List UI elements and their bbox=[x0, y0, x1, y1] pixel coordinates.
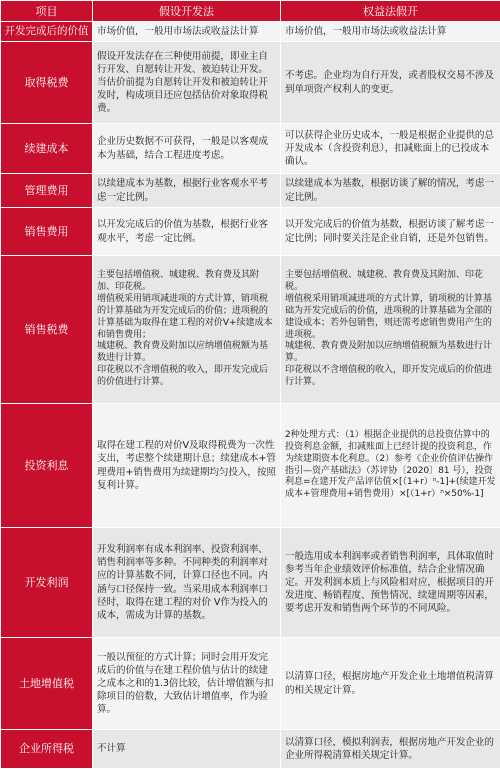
cell-text: 一般选用成本利润率或者销售利润率，具体取值时参考当年企业绩效评价标准值，结合企业情况确定。开发利润本质上与风险相对应，根据项目的开发进度、畅销程度、预售情况、续建周期等因素，要考虑开发和销售两个环节的不同风险。 bbox=[285, 550, 496, 615]
residual-cell bbox=[281, 256, 500, 404]
header-hypothetical-method: 假设开发法 bbox=[93, 1, 281, 22]
row-label: 投资利息 bbox=[1, 404, 93, 528]
hypothetical-cell bbox=[93, 256, 281, 404]
table-row bbox=[1, 22, 500, 42]
cell-text: 印花税以不含增值税的收入，即开发完成后的价值进行计算。 bbox=[97, 365, 276, 389]
header-item: 项目 bbox=[1, 1, 93, 22]
row-label: 开发利润 bbox=[1, 528, 93, 638]
hypothetical-cell bbox=[93, 22, 281, 42]
residual-cell bbox=[281, 174, 500, 208]
cell-text: 以清算口径，根据房地产开发企业土地增值税清算的相关规定计算。 bbox=[285, 670, 496, 696]
hypothetical-cell bbox=[93, 208, 281, 256]
residual-cell bbox=[281, 404, 500, 528]
table-row bbox=[1, 730, 500, 769]
residual-cell bbox=[281, 124, 500, 174]
hypothetical-cell bbox=[93, 638, 281, 730]
row-label: 续建成本 bbox=[1, 124, 93, 174]
hypothetical-cell bbox=[93, 174, 281, 208]
header-row bbox=[1, 1, 500, 22]
cell-text: 城建税、教育费及附加以应纳增值税额为基数进行计算。 bbox=[285, 341, 496, 365]
cell-text: 假设开发法存在三种使用前提，即业主自行开发、自愿转让开发、被迫转让开发。当估价前提为自愿转让开发和被迫转让开发时，构成项目还应包括估价对象取得税费。 bbox=[97, 50, 276, 115]
row-label: 企业所得税 bbox=[1, 730, 93, 769]
row-label: 开发完成后的价值 bbox=[1, 22, 93, 42]
cell-text: 主要包括增值税、城建税、教育费及其附加、印花税。 bbox=[285, 270, 496, 294]
cell-text: 取得在建工程的对价V及取得税费为一次性支出，考虑整个续建期计息；续建成本+管理费用+销售费用为续建期均匀投入，按照复利计算。 bbox=[97, 439, 276, 491]
cell-text: 可以获得企业历史成本，一般是根据企业提供的总开发成本（含投资利息），扣减账面上的已投成本确认。 bbox=[285, 129, 496, 168]
cell-text: 不考虑。企业均为自行开发，或者股权交易不涉及到单项资产权利人的变更。 bbox=[285, 69, 496, 95]
residual-cell bbox=[281, 22, 500, 42]
cell-text: 印花税以不含增值税的收入，即开发完成后的价值进行计算。 bbox=[285, 365, 496, 389]
cell-text: 企业历史数据不可获得，一般是以客观成本为基础，结合工程进度考虑。 bbox=[97, 135, 276, 161]
cell-text: 一般以预征的方式计算；同时会用开发完成后的价值与在建工程价值与估计的续建之成本之和的1.3倍比较，估计增值额与扣除项目的倍数，大致估计增值率，作为验算。 bbox=[97, 651, 276, 716]
hypothetical-cell bbox=[93, 404, 281, 528]
row-label: 销售税费 bbox=[1, 256, 93, 404]
hypothetical-cell bbox=[93, 528, 281, 638]
table-row bbox=[1, 528, 500, 638]
residual-cell bbox=[281, 208, 500, 256]
residual-cell bbox=[281, 638, 500, 730]
table-row bbox=[1, 256, 500, 404]
cell-text: 主要包括增值税、城建税、教育费及其附加、印花税。 bbox=[97, 270, 276, 294]
cell-text: 不计算 bbox=[97, 742, 276, 755]
table-row bbox=[1, 638, 500, 730]
hypothetical-cell bbox=[93, 42, 281, 124]
cell-text: 增值税采用销项减进项的方式计算，销项税的计算基础为开发完成后的价值；进项税的计算基础为取得在建工程的对价V+续建成本和销售费用； bbox=[97, 294, 276, 341]
row-label: 管理费用 bbox=[1, 174, 93, 208]
cell-text: 开发利润率有成本利润率、投资利润率、销售利润率等多种。不同种类的利润率对应的计算基数不同，计算口径也不同。内涵与口径保持一致。当采用成本利润率口径时，取得在建工程的对价 V作为投入的成本，需成为计算的基数。 bbox=[97, 543, 276, 621]
table-row bbox=[1, 208, 500, 256]
cell-text: 以续建成本为基数，根据行业客观水平考虑一定比例。 bbox=[97, 177, 276, 203]
cell-text: 2种处理方式：（1）根据企业提供的总投资估算中的投资利息金额，扣减账面上已经计提的投资利息，作为续建期资本化利息。（2）参考《企业价值评估操作指引—资产基础法》（苏评协〔2020〕81 号），投资利息=在建开发产品评估值×[（1+r）ⁿ-1]+(续建开发成本+管理费用+销售费用）×[（1+r）ⁿ×50%-1] bbox=[285, 430, 496, 501]
table-row bbox=[1, 42, 500, 124]
hypothetical-cell bbox=[93, 124, 281, 174]
residual-cell bbox=[281, 42, 500, 124]
cell-text: 以清算口径，模拟利润表，根据房地产开发企业的企业所得税清算相关规定计算。 bbox=[285, 736, 496, 762]
cell-text: 以开发完成后的价值为基数，根据访谈了解考虑一定比例；同时要关注是企业自销，还是外包销售。 bbox=[285, 218, 496, 244]
cell-text: 以开发完成后的价值为基数，根据行业客观水平，考虑一定比例。 bbox=[97, 218, 276, 244]
cell-text: 以续建成本为基数，根据访谈了解的情况，考虑一定比例。 bbox=[285, 177, 496, 203]
table-row bbox=[1, 174, 500, 208]
row-label: 土地增值税 bbox=[1, 638, 93, 730]
header-residual-method: 权益法假开 bbox=[281, 1, 500, 22]
row-label: 销售费用 bbox=[1, 208, 93, 256]
residual-cell bbox=[281, 730, 500, 769]
cell-text: 市场价值，一般用市场法或收益法计算 bbox=[97, 25, 276, 38]
cell-text: 增值税采用销项减进项的方式计算，销项税的计算基础为开发完成后的价值，进项税的计算基础为全部的建设成本；若外包销售，则还需考虑销售费用产生的进项税。 bbox=[285, 294, 496, 341]
cell-text: 市场价值，一般用市场法或收益法计算 bbox=[285, 25, 496, 38]
cell-text: 城建税、教育费及附加以应纳增值税额为基数进行计算。 bbox=[97, 341, 276, 365]
table-row bbox=[1, 124, 500, 174]
residual-cell bbox=[281, 528, 500, 638]
hypothetical-cell bbox=[93, 730, 281, 769]
table-row bbox=[1, 404, 500, 528]
row-label: 取得税费 bbox=[1, 42, 93, 124]
